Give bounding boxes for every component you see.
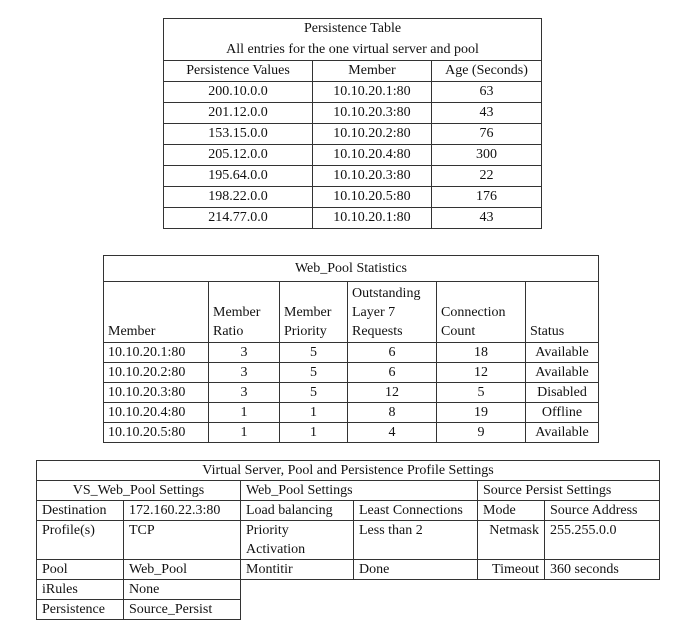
table-cell: 10.10.20.3:80 [104,383,209,403]
table-cell: 10.10.20.5:80 [313,187,432,208]
table-row [164,124,542,145]
table-cell: 5 [280,343,348,363]
empty-cell [241,580,660,600]
profiles-value: TCP [124,521,241,560]
table-cell: 10.10.20.5:80 [104,423,209,443]
netmask-label: Netmask [478,521,545,560]
priority-activation-value: Less than 2 [354,521,478,560]
table-cell: 176 [432,187,542,208]
pool-stats-table [103,255,599,443]
table-cell: 12 [437,363,526,383]
table-row [164,166,542,187]
timeout-label: Timeout [478,560,545,580]
persistence-table-subtitle: All entries for the one virtual server and pool [164,39,542,61]
table-cell: 300 [432,145,542,166]
irules-label: iRules [37,580,124,600]
profiles-label: Profile(s) [37,521,124,560]
col-member-priority: Member Priority [280,282,348,343]
table-cell: 10.10.20.3:80 [313,103,432,124]
col-member: Member [313,61,432,82]
priority-activation-label: Priority Activation [241,521,354,560]
table-cell: 10.10.20.4:80 [104,403,209,423]
table-cell: 5 [280,363,348,383]
table-cell: 8 [348,403,437,423]
table-cell: 43 [432,103,542,124]
monitor-value: Done [354,560,478,580]
col-status: Status [526,282,599,343]
pool-value: Web_Pool [124,560,241,580]
empty-cell [241,600,660,620]
table-cell: 10.10.20.1:80 [104,343,209,363]
table-cell: 3 [209,343,280,363]
table-cell: Disabled [526,383,599,403]
mode-label: Mode [478,501,545,521]
table-cell: 4 [348,423,437,443]
table-cell: 10.10.20.4:80 [313,145,432,166]
table-row [164,208,542,229]
table-row [164,187,542,208]
table-cell: 200.10.0.0 [164,82,313,103]
table-cell: 3 [209,383,280,403]
table-cell: 195.64.0.0 [164,166,313,187]
mode-value: Source Address [545,501,660,521]
table-cell: 1 [209,423,280,443]
pool-stats-title: Web_Pool Statistics [104,256,599,282]
settings-title: Virtual Server, Pool and Persistence Profile Settings [37,461,660,481]
pool-settings-heading: Web_Pool Settings [241,481,478,501]
table-cell: 10.10.20.2:80 [104,363,209,383]
netmask-value: 255.255.0.0 [545,521,660,560]
table-cell: 3 [209,363,280,383]
irules-value: None [124,580,241,600]
persistence-label: Persistence [37,600,124,620]
table-cell: 205.12.0.0 [164,145,313,166]
col-member: Member [104,282,209,343]
persistence-table-title: Persistence Table [164,19,542,40]
table-cell: 1 [280,423,348,443]
persistence-table-header [164,61,542,82]
pool-stats-header [104,282,599,343]
table-cell: 10.10.20.1:80 [313,208,432,229]
table-cell: Available [526,343,599,363]
table-row [104,423,599,443]
table-cell: 63 [432,82,542,103]
table-cell: 214.77.0.0 [164,208,313,229]
table-cell: 9 [437,423,526,443]
timeout-value: 360 seconds [545,560,660,580]
table-cell: 12 [348,383,437,403]
table-cell: 43 [432,208,542,229]
pool-label: Pool [37,560,124,580]
table-cell: 153.15.0.0 [164,124,313,145]
monitor-label: Montitir [241,560,354,580]
table-cell: 10.10.20.1:80 [313,82,432,103]
col-age: Age (Seconds) [432,61,542,82]
col-connection-count: Connection Count [437,282,526,343]
load-balancing-label: Load balancing [241,501,354,521]
col-member-ratio: Member Ratio [209,282,280,343]
persist-settings-heading: Source Persist Settings [478,481,660,501]
table-cell: 76 [432,124,542,145]
table-cell: 1 [209,403,280,423]
vs-settings-heading: VS_Web_Pool Settings [37,481,241,501]
table-cell: 22 [432,166,542,187]
table-cell: 19 [437,403,526,423]
table-cell: 201.12.0.0 [164,103,313,124]
table-cell: 6 [348,363,437,383]
table-row [164,82,542,103]
table-row [164,145,542,166]
table-cell: 5 [280,383,348,403]
table-cell: 10.10.20.2:80 [313,124,432,145]
table-cell: 5 [437,383,526,403]
destination-label: Destination [37,501,124,521]
table-cell: 198.22.0.0 [164,187,313,208]
table-row [104,363,599,383]
table-row [104,403,599,423]
col-persistence-values: Persistence Values [164,61,313,82]
table-cell: 1 [280,403,348,423]
table-row [104,343,599,363]
table-cell: 10.10.20.3:80 [313,166,432,187]
persistence-value: Source_Persist [124,600,241,620]
persistence-table [163,18,542,229]
table-cell: Available [526,363,599,383]
load-balancing-value: Least Connections [354,501,478,521]
table-cell: 6 [348,343,437,363]
settings-table [36,460,660,620]
table-row [104,383,599,403]
table-cell: Available [526,423,599,443]
table-cell: 18 [437,343,526,363]
table-cell: Offline [526,403,599,423]
destination-value: 172.160.22.3:80 [124,501,241,521]
table-row [164,103,542,124]
col-outstanding-requests: Outstanding Layer 7 Requests [348,282,437,343]
